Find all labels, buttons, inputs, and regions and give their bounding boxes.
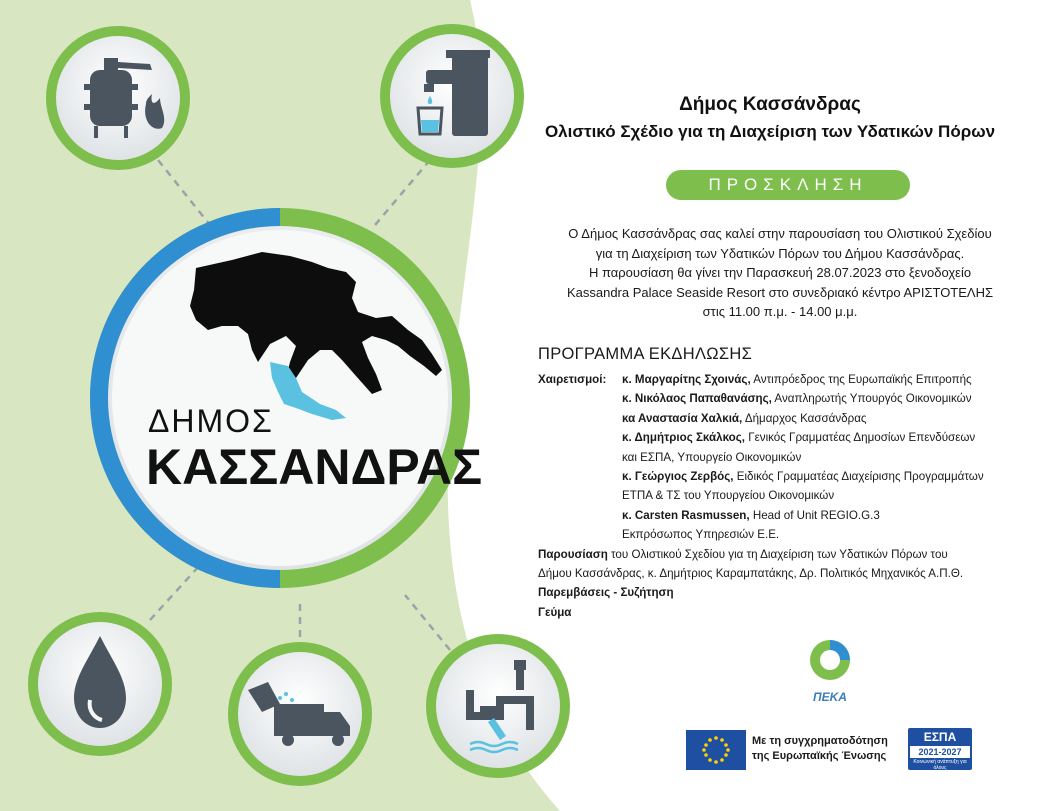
intro-line: Ο Δήμος Κασσάνδρας σας καλεί στην παρουσίαση του Ολιστικού Σχεδίου [568,226,992,241]
presentation-row [538,545,1048,564]
program-heading: ΠΡΟΓΡΑΜΜΑ ΕΚΔΗΛΩΣΗΣ [538,345,753,363]
speaker-row [538,389,1048,408]
eu-cofunding-text [752,734,902,764]
espa-title: ΕΣΠΑ [923,730,957,744]
speaker-role: Δήμαρχος Κασσάνδρας [742,411,867,425]
eu-text-line: Με τη συγχρηματοδότηση [752,735,888,747]
speaker-name: κ. Γεώργιος Ζερβός, [622,470,734,484]
presentation-row-cont: Δήμου Κασσάνδρας, κ. Δημήτριος Καραμπατάκης, Δρ. Πολιτικός Μηχανικός Α.Π.Θ. [538,567,964,581]
presentation-label: Παρουσίαση [538,547,608,561]
speaker-role: Αντιπρόεδρος της Ευρωπαϊκής Επιτροπής [750,373,972,386]
logo-text-line1: ΔΗΜΟΣ [148,403,274,439]
program-list [538,370,1048,622]
speaker-row [538,467,1048,486]
speaker-role: Ειδικός Γραμματέας Διαχείρισης Προγραμμάτων [733,470,984,484]
discussion-row [538,583,1048,602]
speaker-name: κα Αναστασία Χαλκιά, [622,411,743,425]
eu-text-line: της Ευρωπαϊκής Ένωσης [752,750,887,762]
speaker-row [538,506,1048,525]
intro-line: Kassandra Palace Seaside Resort στο συνεδριακό κέντρο ΑΡΙΣΤΟΤΕΛΗΣ [566,284,994,300]
intro-text [520,224,1040,322]
speaker-name: κ. Μαργαρίτης Σχοινάς, [622,373,751,386]
speaker-role-cont: και ΕΣΠΑ, Υπουργείο Οικονομικών [622,450,802,464]
speaker-row [538,370,1048,389]
speaker-role-cont: ΕΤΠΑ & ΤΣ του Υπουργείου Οικονομικών [622,489,835,503]
espa-years: 2021-2027 [910,746,970,758]
eu-flag-icon [686,730,746,770]
invitation-badge: ΠΡΟΣΚΛΗΣΗ [666,170,910,200]
greetings-label: Χαιρετισμοί: [538,373,607,386]
espa-logo [908,728,972,770]
org-title: Δήμος Κασσάνδρας [679,94,861,115]
speaker-name: κ. Δημήτριος Σκάλκος, [622,431,745,445]
main-logo-circle [90,208,482,588]
speaker-name: κ. Νικόλαος Παπαθανάσης, [622,392,772,406]
distillery-fire-icon-circle [46,26,190,170]
lunch-row [538,603,1048,622]
water-drop-icon-circle [28,612,172,756]
speaker-role-cont: Εκπρόσωπος Υπηρεσιών Ε.Ε. [622,528,780,542]
intro-line: Η παρουσίαση θα γίνει την Παρασκευή 28.07.2023 στο ξενοδοχείο [588,265,972,281]
lunch-label: Γεύμα [538,605,572,619]
peka-logo [810,640,850,680]
pipeline-sewage-icon-circle [426,634,570,778]
faucet-glass-icon-circle [380,24,524,168]
espa-subtitle: Κοινωνική ανάπτυξη για όλους [913,759,967,771]
presentation-text: του Ολιστικού Σχεδίου για τη Διαχείριση των Υδατικών Πόρων του [607,547,948,561]
speaker-role: Αναπληρωτής Υπουργός Οικονομικών [771,392,972,406]
logo-text-line2: ΚΑΣΣΑΝΔΡΑΣ [146,439,483,495]
plan-title: Ολιστικό Σχέδιο για τη Διαχείριση των Υδατικών Πόρων [544,122,996,141]
garbage-truck-icon-circle [228,642,372,786]
speaker-row [538,428,1048,447]
peka-label: ΠΕΚΑ [813,690,847,704]
intro-line: στις 11.00 π.μ. - 14.00 μ.μ. [702,304,858,320]
speaker-name: κ. Carsten Rasmussen, [622,508,750,522]
intro-line: για τη Διαχείριση των Υδατικών Πόρων του Δήμου Κασσάνδρας. [595,245,965,261]
speaker-row [538,409,1048,428]
discussion-label: Παρεμβάσεις - Συζήτηση [538,586,674,600]
speaker-role: Head of Unit REGIO.G.3 [749,508,880,522]
speaker-role: Γενικός Γραμματέας Δημοσίων Επενδύσεων [745,431,976,445]
